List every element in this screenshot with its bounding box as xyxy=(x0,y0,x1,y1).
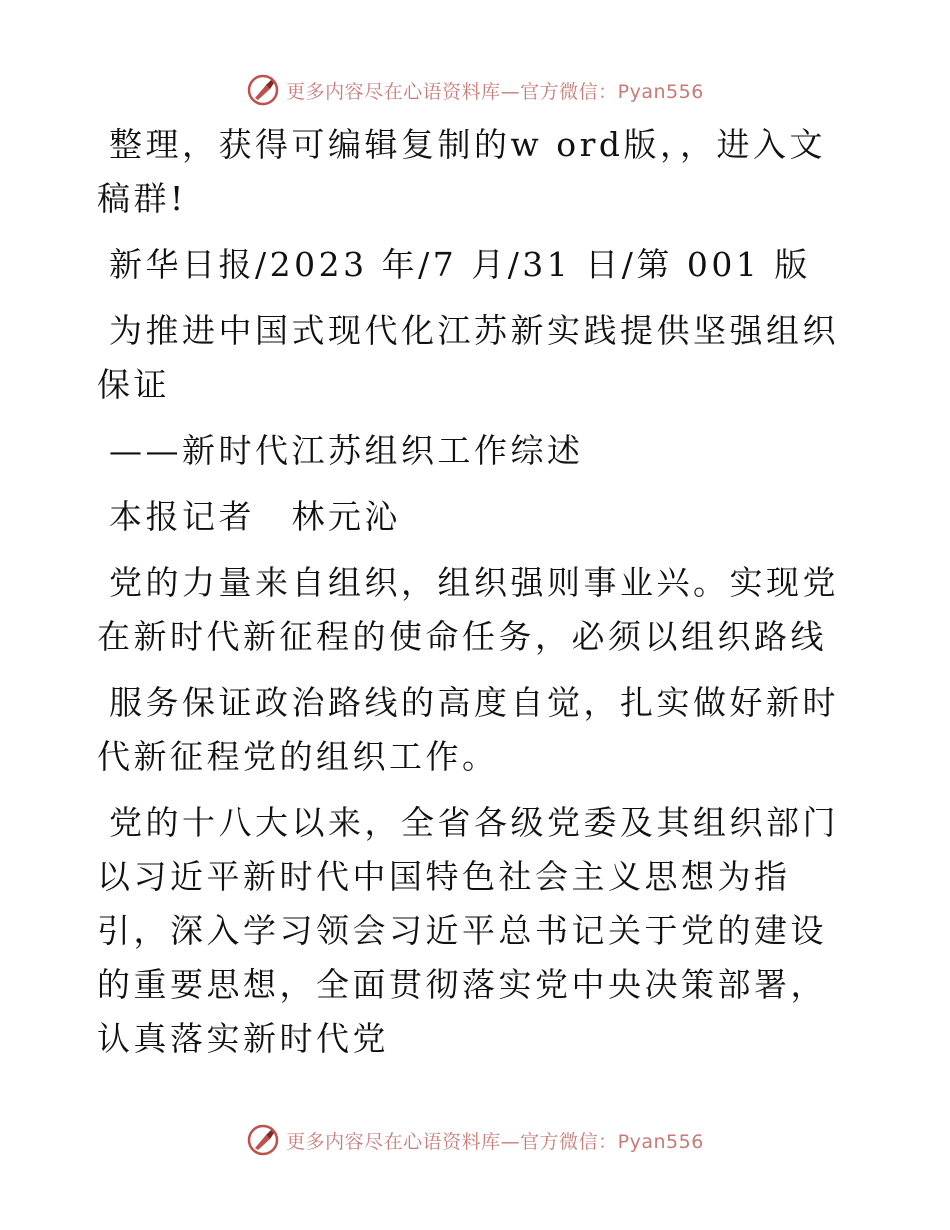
body-paragraph: 党的力量来自组织，组织强则事业兴。实现党在新时代新征程的使命任务，必须以组织路线 xyxy=(97,563,839,656)
source-line: 新华日报/2023 年/7 月/31 日/第 001 版 xyxy=(109,245,811,284)
watermark-text: 更多内容尽在心语资料库—官方微信：Pyan556 xyxy=(286,1130,704,1153)
article-title: 为推进中国式现代化江苏新实践提供坚强组织保证 xyxy=(97,311,839,404)
byline: 本报记者 林元沁 xyxy=(109,497,401,536)
pen-nib-logo-icon xyxy=(246,1123,280,1157)
intro-paragraph: 整理，获得可编辑复制的w ord版，，进入文稿群! xyxy=(97,125,827,218)
watermark-footer xyxy=(0,1120,950,1160)
document-body xyxy=(97,118,857,1078)
pen-nib-logo-icon xyxy=(246,73,280,107)
watermark-header xyxy=(0,70,950,110)
article-subtitle: ——新时代江苏组织工作综述 xyxy=(109,431,584,470)
body-paragraph: 党的十八大以来，全省各级党委及其组织部门以习近平新时代中国特色社会主义思想为指引，深入学习领会习近平总书记关于党的建设的重要思想，全面贯彻落实党中央决策部署，认真落实新时代党 xyxy=(97,803,839,1058)
body-paragraph: 服务保证政治路线的高度自觉，扎实做好新时代新征程党的组织工作。 xyxy=(97,683,839,776)
watermark-text: 更多内容尽在心语资料库—官方微信：Pyan556 xyxy=(286,80,704,103)
